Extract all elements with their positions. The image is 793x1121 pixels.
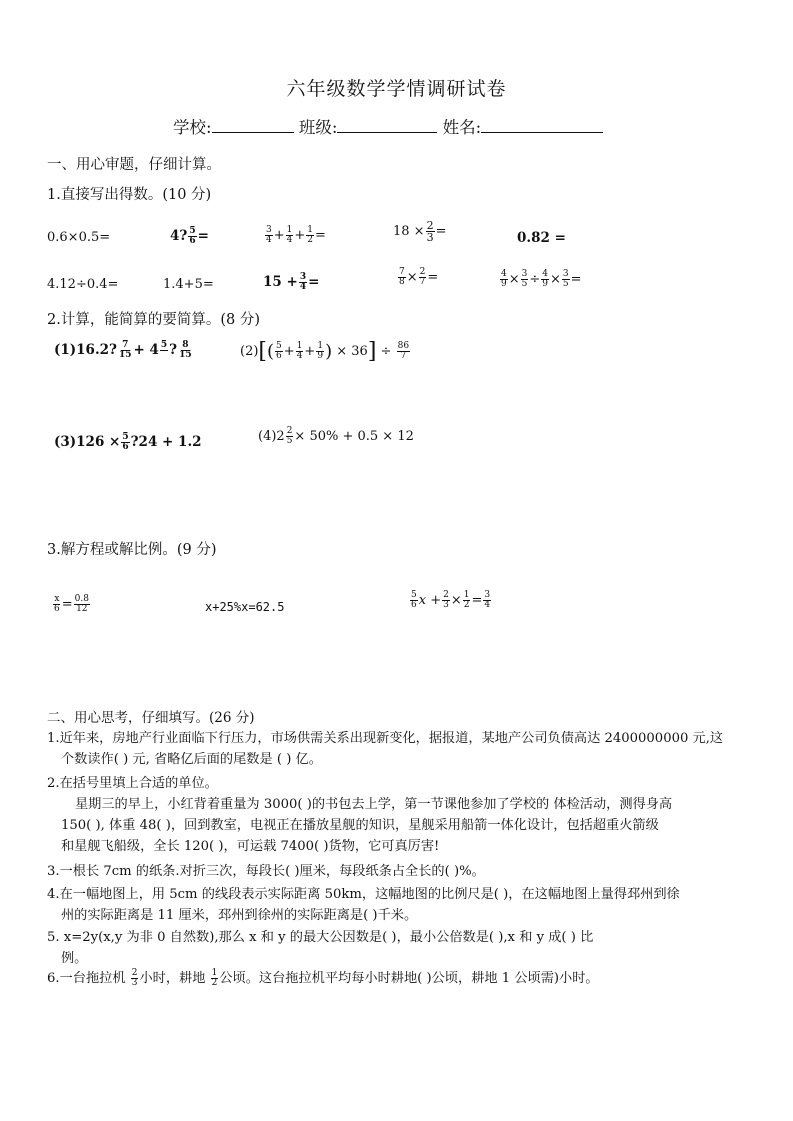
s2-q1-line2: 个数读作( ) 元, 省略亿后面的尾数是 ( ) 亿。 <box>61 752 322 767</box>
s2-q4 <box>47 884 752 926</box>
q1-r2-e: $\frac{4}{9}$ × $\frac{3}{5}$ ÷ $\frac{4}{9}$ × $\frac{3}{5}$ = <box>501 269 582 289</box>
s2-q1-line1: 1.近年来，房地产行业面临下行压力，市场供需关系出现新变化，据报道，某地产公司负债高达 2400000000 元,这 <box>47 731 724 746</box>
name-label: 姓名: <box>442 118 482 137</box>
q3-e1: $\frac{x}{6}$ = $\frac{0.8}{12}$ <box>54 594 89 614</box>
s2-q1 <box>47 728 752 770</box>
q3-label: 3.解方程或解比例。(9 分) <box>47 542 217 558</box>
q1-r2-d: $\frac{7}{8}$ × $\frac{2}{7}$ = <box>399 267 439 287</box>
q1-r2-c: 15 + $\frac{3}{4}$ = <box>263 272 320 292</box>
s2-q5 <box>47 927 752 969</box>
q2-p3: (3)126 × $\frac{5}{6}$ ?24 + 1.2 <box>54 432 202 452</box>
q1-label: 1.直接写出得数。(10 分) <box>47 187 212 203</box>
s2-q3-line1: 3.一根长 7cm 的纸条.对折三次，每段长( )厘米，每段纸条占全长的( )%。 <box>47 864 485 879</box>
s2-q3 <box>47 861 752 882</box>
q1-r1-c: $\frac{3}{4}$ + $\frac{1}{4}$ + $\frac{1}{2}$ = <box>266 225 326 245</box>
q2-p4: (4)2 $\frac{2}{5}$ × 50% + 0.5 × 12 <box>258 426 414 446</box>
q1-r1-d: 18 × $\frac{2}{3}$ = <box>393 219 447 244</box>
s2-q2-line4: 和星舰飞船级，全长 120( )，可运载 7400( )货物，它可真厉害! <box>61 839 440 854</box>
s2-q6: 6.一台拖拉机 $\frac{2}{3}$ 小时，耕地 $\frac{1}{2}$ 公顷。这台拖拉机平均每小时耕地( )公顷，耕地 1 公顷需)小时。 <box>47 968 599 988</box>
q1-r2-b: 1.4+5= <box>163 277 214 292</box>
q2-p1: (1)16.2? $\frac{7}{15}$ + 4 5 ? $\frac{8}{15}$ <box>54 340 192 360</box>
student-info-row <box>173 114 603 138</box>
class-blank[interactable] <box>337 116 437 133</box>
section2-heading: 二、用心思考，仔细填写。(26 分) <box>47 710 255 726</box>
q2-label: 2.计算，能简算的要简算。(8 分) <box>47 312 260 328</box>
q2-p2: (2)[( $\frac{5}{6}$ + $\frac{1}{4}$ + $\frac{1}{9}$ ) × 36] ÷ $\frac{86}{7}$ <box>240 339 410 364</box>
q1-r1-a: 0.6×0.5= <box>47 230 111 245</box>
s2-q2-line3: 150( ), 体重 48( )，回到教室，电视正在播放星舰的知识，星舰采用船箭一体化设计，包括超重火箭级 <box>61 818 659 833</box>
s2-q5-line1: 5. x=2y(x,y 为非 0 自然数),那么 x 和 y 的最大公因数是( )，最小公倍数是( ),x 和 y 成( ) 比 <box>47 930 594 945</box>
school-label: 学校: <box>173 118 212 137</box>
s2-q5-line2: 例。 <box>61 951 88 966</box>
s2-q2 <box>47 773 752 857</box>
page-title: 六年级数学学情调研试卷 <box>286 78 507 100</box>
s2-q2-line2: 星期三的早上，小红背着重量为 3000( )的书包去上学，第一节课他参加了学校的 体检活动，测得身高 <box>75 797 673 812</box>
q1-r1-b: 4? $\frac{5}{6}$ = <box>170 226 209 246</box>
q3-e3: $\frac{5}{6}$ x + $\frac{2}{3}$ × $\frac{1}{2}$ = $\frac{3}{4}$ <box>411 590 491 610</box>
name-blank[interactable] <box>481 116 603 133</box>
class-label: 班级: <box>298 118 338 137</box>
q1-r2-a: 4.12÷0.4= <box>47 277 119 292</box>
section1-heading: 一、用心审题，仔细计算。 <box>47 157 221 173</box>
s2-q4-line2: 州的实际距离是 11 厘米，邳州到徐州的实际距离是( )千米。 <box>61 908 418 923</box>
q3-e2: x+25%x=62.5 <box>205 600 285 614</box>
s2-q4-line1: 4.在一幅地图上，用 5cm 的线段表示实际距离 50km，这幅地图的比例尺是( )，在这幅地图上量得邳州到徐 <box>47 887 680 902</box>
q1-r1-e: 0.82 = <box>517 230 566 246</box>
s2-q2-line1: 2.在括号里填上合适的单位。 <box>47 776 218 791</box>
school-blank[interactable] <box>212 116 294 133</box>
